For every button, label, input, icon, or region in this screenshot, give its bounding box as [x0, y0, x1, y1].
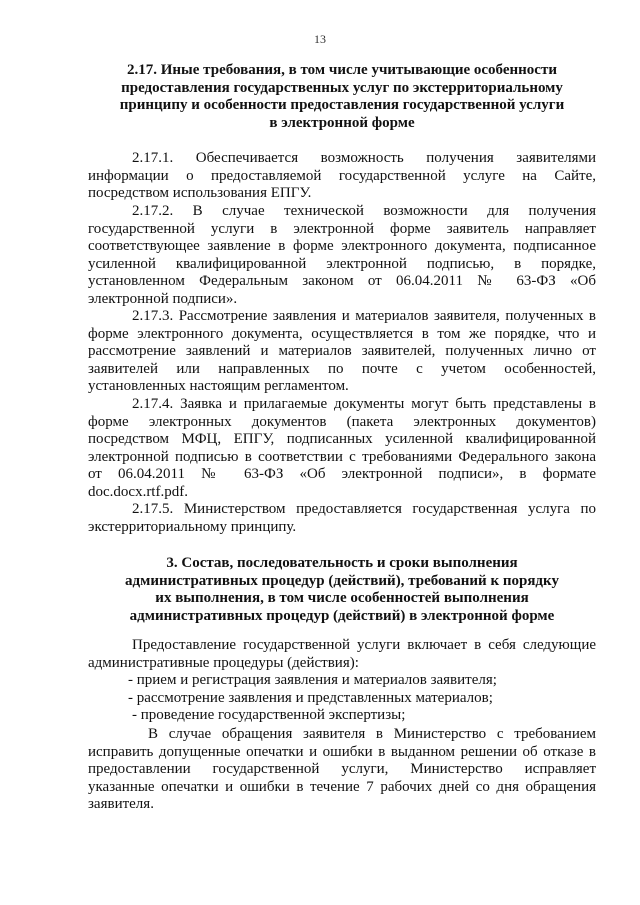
text-line: установленных настоящим регламентом.	[88, 378, 349, 394]
section-3-heading	[88, 555, 596, 625]
heading-line: 3. Состав, последовательность и сроки выполнения	[166, 555, 518, 571]
text-line: государственной услуги в электронной форме заявитель направляет	[88, 220, 596, 237]
text-line: посредством использования ЕПГУ.	[88, 185, 312, 201]
text-line: 2.17.3. Рассмотрение заявления и материалов заявителя, полученных в	[132, 308, 596, 324]
list-item: - проведение государственной экспертизы;	[132, 707, 406, 723]
heading-line: в электронной форме	[269, 114, 415, 131]
heading-line: административных процедур (действий) в электронной форме	[129, 607, 555, 624]
text-line: указанные опечатки и ошибки в течение 7 рабочих дней со дня обращения	[88, 778, 596, 795]
text-line: предоставлении государственной услуги, Министерство исправляет	[88, 761, 596, 777]
text-line: соответствующее заявление в форме электронного документа, подписанное	[88, 238, 596, 254]
list-item: - прием и регистрация заявления и материалов заявителя;	[128, 672, 497, 688]
section-2-17-heading	[88, 62, 596, 132]
text-line: 2.17.1. Обеспечивается возможность получения заявителями	[132, 150, 596, 166]
heading-line: предоставления государственных услуг по экстерриториальному	[121, 79, 563, 96]
text-line: рассмотрение заявлений и материалов заявителей, полученных лично от	[88, 343, 596, 359]
text-line: исправить допущенные опечатки и ошибки в выданном решении об отказе в	[88, 743, 596, 760]
page-number: 13	[314, 32, 326, 46]
text-line: В случае обращения заявителя в Министерство с требованием	[148, 726, 596, 742]
text-line: посредством МФЦ, ЕПГУ, подписанных усиленной квалифицированной	[88, 431, 596, 447]
heading-line: административных процедур (действий), требований к порядку	[125, 572, 559, 589]
text-line: Предоставление государственной услуги включает в себя следующие	[132, 637, 596, 653]
text-line: 2.17.5. Министерством предоставляется государственная услуга по	[132, 501, 596, 517]
text-line: усиленной квалифицированной электронной подписью, в порядке,	[88, 255, 596, 272]
heading-line: 2.17. Иные требования, в том числе учитывающие особенности	[127, 62, 557, 78]
text-line: doc.docx.rtf.pdf.	[88, 483, 188, 500]
text-line: электронной подписью в соответствии с требованиями Федерального закона	[88, 448, 596, 465]
text-line: административные процедуры (действия):	[88, 654, 359, 671]
text-line: форме электронных документов (пакета электронных документов)	[88, 413, 596, 430]
heading-line: их выполнения, в том числе особенностей выполнения	[155, 590, 529, 606]
heading-line: принципу и особенности предоставления государственной услуги	[119, 97, 565, 113]
text-line: электронной подписи».	[88, 290, 238, 307]
text-line: форме электронного документа, осуществляется в том же порядке, что и	[88, 325, 596, 342]
text-line: от 06.04.2011 № 63-ФЗ «Об электронной подписи», в формате	[88, 466, 596, 482]
text-line: заявителя.	[88, 796, 154, 812]
text-line: 2.17.2. В случае технической возможности для получения	[132, 203, 596, 219]
text-line: экстерриториальному принципу.	[88, 518, 297, 535]
text-line: установленном Федеральным законом от 06.04.2011 № 63-ФЗ «Об	[88, 273, 596, 289]
text-line: информации о предоставляемой государственной услуге на Сайте,	[88, 167, 596, 184]
list-item: - рассмотрение заявления и представленных материалов;	[128, 689, 493, 706]
text-line: заявителей или направленных по почте с учетом особенностей,	[88, 360, 596, 377]
text-line: 2.17.4. Заявка и прилагаемые документы могут быть представлены в	[132, 396, 596, 412]
